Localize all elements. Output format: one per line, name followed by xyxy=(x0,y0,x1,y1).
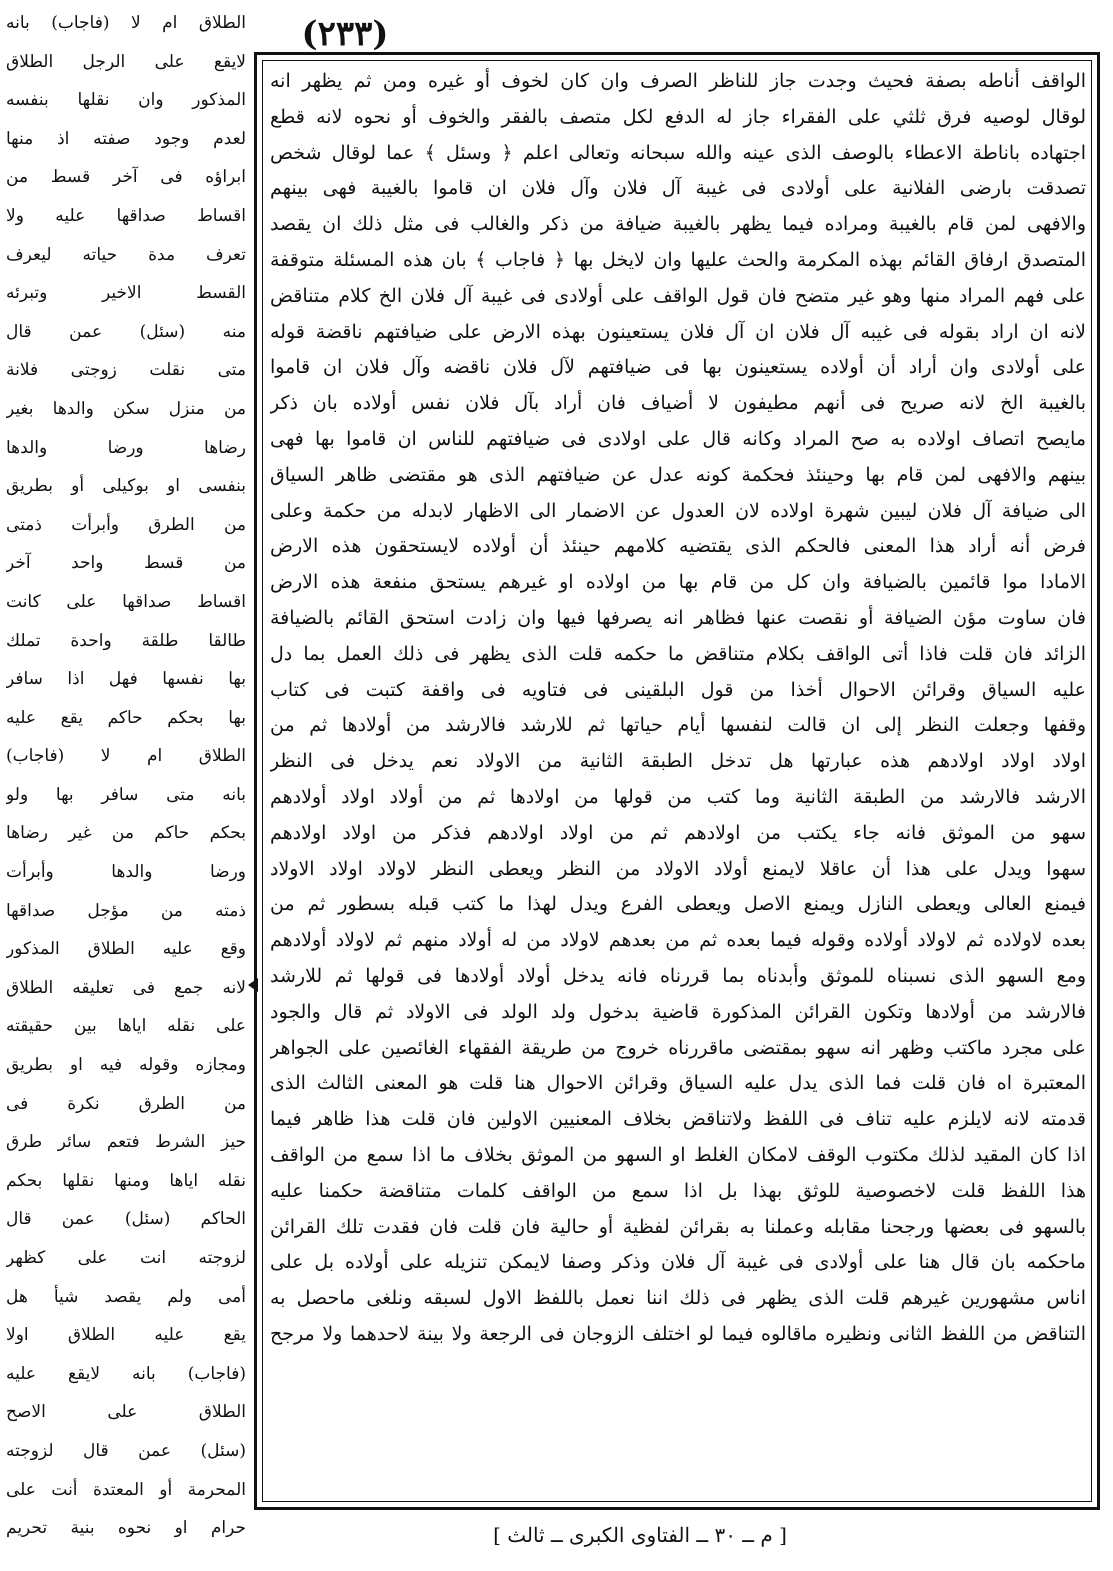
margin-line: رضاها ورضا والدها xyxy=(6,437,246,458)
main-line: اذا كان المقيد لذلك مكتوب الوقف لامكان الغلط او السهو من الموثق بخلاف ما اذا سمع من الواقف xyxy=(270,1143,1086,1166)
margin-line: ابراؤه فى آخر قسط من xyxy=(6,167,246,188)
main-line: بينهم والافهى لمن قام بها وحينئذ فحكمة كونه عدل عن ضيافتهم الذى هو مقتضى ظاهر السياق xyxy=(270,463,1086,486)
margin-line: اقساط صداقها على كانت xyxy=(6,591,246,612)
main-line: سهو من الموثق فانه جاء يكتب من اولادهم ثم من اولاد اولادهم فذكر من اولاد اولادهم xyxy=(270,821,1086,844)
main-line: على مجرد ماكتب وظهر انه سهو بمقتضى ماقررناه خروج من طريقة الفقهاء الغائصين على الجواهر xyxy=(270,1036,1086,1059)
main-line: الامادا موا قائمين بالضيافة وان كل من قام بها من اولاده او غيرهم يستحق منفعة هذه الارض xyxy=(270,571,1086,594)
main-line: مايصح اتصاف اولاده به صح المراد وكانه قال على اولادى فى ضيافتهم للناس ان قاموا بها فهى xyxy=(270,427,1086,450)
margin-line: من الطرق نكرة فى xyxy=(6,1093,246,1114)
margin-line: (فاجاب) بانه لايقع عليه xyxy=(6,1363,246,1384)
margin-line: من منزل سكن والدها بغير xyxy=(6,398,246,419)
margin-line: يقع عليه الطلاق اولا xyxy=(6,1325,246,1346)
margin-commentary xyxy=(6,4,246,1544)
main-line: والافهى لمن قام بالغيبة ومراده فيما يظهر بالغيبة ضيافة من ذكر والغالب فى مثل ذلك ان يقصد xyxy=(270,213,1086,236)
main-line: لوقال لوصيه فرق ثلثي على الفقراء جاز له الدفع لكل متصف بالفقر والخوف أو نحوه لانه قطع xyxy=(270,105,1086,128)
margin-line: بانه متى سافر بها ولو xyxy=(6,784,246,805)
main-line: ومع السهو الذى نسبناه للموثق وأبدناه بما قررناه فانه يدخل أولاد أولادها فى قولها ثم للارشد xyxy=(270,964,1086,987)
main-line: وقفها وجعلت النظر إلى ان قالت لنفسها أيام حياتها ثم للارشد فالارشد من أولادها ثم من xyxy=(270,714,1086,737)
main-line: قدمته لانه لايلزم عليه تناف فى اللفظ ولاتناقض بخلاف المعنيين الاولين فان قلت هذا ظاهر فيما xyxy=(270,1108,1086,1131)
main-line: بالغيبة الخ لانه صريح فى أنهم مطيفون لا أضياف فان أراد بآل فلان نفس أولاده بان ذكر xyxy=(270,392,1086,415)
margin-line: من الطرق وأبرأت ذمتى xyxy=(6,514,246,535)
margin-line: المذكور وان نقلها بنفسه xyxy=(6,90,246,111)
margin-line: نقله اياها ومنها نقلها بحكم xyxy=(6,1170,246,1191)
main-line: تصدقت بارضى الفلانية على أولادى فى غيبة آل فلان وآل فلان ان قاموا بالغيبة فهى بينهم xyxy=(270,177,1086,200)
margin-line: أمى ولم يقصد شيأ هل xyxy=(6,1286,246,1307)
margin-line: بها نفسها فهل اذا سافر xyxy=(6,669,246,690)
main-line: ماحكمه بان قال هنا على أولادى فى غيبة آل فلان وذكر وصفا لايمكن تنزيله على أولاده بل على xyxy=(270,1251,1086,1274)
main-line: اولاد اولاد اولادهم هذه عبارتها هل تدخل الطبقة الثانية من الاولاد نعم يدخل فى النظر xyxy=(270,750,1086,773)
margin-line: الطلاق على الاصح xyxy=(6,1402,246,1423)
margin-line: بها بحكم حاكم يقع عليه xyxy=(6,707,246,728)
main-text-block xyxy=(270,64,1086,1496)
margin-line: اقساط صداقها عليه ولا xyxy=(6,205,246,226)
margin-line: لزوجته انت على كظهر xyxy=(6,1248,246,1268)
margin-line: طالقا طلقة واحدة تملك xyxy=(6,630,246,651)
main-line: بالسهو فى بعضها ورجحنا مقابله وعملنا به بقرائن لفظية أو حالية فان قلت فان فقدت تلك القرائن xyxy=(270,1215,1086,1238)
margin-line: الطلاق ام لا (فاجاب) xyxy=(6,746,246,767)
main-line: فيمنع العالى ويعطى النازل ويمنع الاصل ويعطى الفرع ويدل لهذا ما كتب قبله بسطور ثم من xyxy=(270,893,1086,916)
margin-line: بنفسى او بوكيلى أو بطريق xyxy=(6,476,246,497)
main-line: الارشد فالارشد من الطبقة الثانية وما كتب من قولها من اولادها ثم من أولاد اولاد أولادهم xyxy=(270,785,1086,808)
margin-line: القسط الاخير وتبرئه xyxy=(6,283,246,304)
page-number: (٢٣٣) xyxy=(301,14,389,54)
main-line: هذا اللفظ قلت لاخصوصية للوثق بهذا بل اذا سمع من الواقف كلمات متناقضة حكمنا عليه xyxy=(270,1179,1086,1202)
main-line: اجتهاده باناطة الاعطاء بالوصف الذى عينه والله سبحانه وتعالى اعلم ﴿ وسئل ﴾ عما لوقال شخص xyxy=(270,141,1086,164)
margin-line: الطلاق ام لا (فاجاب) بانه xyxy=(6,13,246,33)
margin-line: حيز الشرط فتعم سائر طرق xyxy=(6,1132,246,1153)
main-line: لانه ان اراد بقوله فى غيبه آل فلان ان آل فلان يستعينون بهذه الارض على ضيافتهم ناقضة قوله xyxy=(270,320,1086,343)
main-line: الزائد فان قلت فاذا أتى الواقف بكلام متناقض ما حكمه قلت الذى يظهر فى ذلك العمل بما دل xyxy=(270,642,1086,665)
margin-line: متى نقلت زوجتى فلانة xyxy=(6,360,246,381)
page-footer: [ م ــ ٣٠ ــ الفتاوى الكبرى ــ ثالث ] xyxy=(493,1523,787,1547)
main-line: فرض أنه أراد هذا المعنى فالحكم الذى يقتضيه كلامهم حينئذ أن أولاده لايستحقون هذه الارض xyxy=(270,535,1086,558)
margin-line: (سئل) عمن قال لزوجته xyxy=(6,1440,246,1461)
margin-line: لايقع على الرجل الطلاق xyxy=(6,51,246,72)
margin-line: ذمته من مؤجل صداقها xyxy=(6,900,246,921)
main-line: الواقف أناطه بصفة فحيث وجدت جاز للناظر الصرف وان كان لخوف أو غيره ومن ثم يظهر انه xyxy=(270,70,1086,92)
margin-line: من قسط واحد آخر xyxy=(6,553,246,574)
margin-line: ومجازه وقوله فيه او بطريق xyxy=(6,1055,246,1076)
main-line: على فهم المراد منها وهو غير متضح فان قول الواقف على أولادى فى غيبة آل فلان الخ كلام متناقض xyxy=(270,284,1086,307)
main-line: اناس مشهورين غيرهم قلت الذى يظهر فى ذلك اننا نعمل باللفظ الاول لسبقه ونلغى ماحصل به xyxy=(270,1287,1086,1310)
main-line: سهوا ويدل على هذا أن عاقلا لايمنع أولاد الاولاد من النظر ويعطى النظر لاولاد اولاد الاولاد xyxy=(270,857,1086,880)
margin-line: منه (سئل) عمن قال xyxy=(6,321,246,342)
margin-line: المحرمة أو المعتدة أنت على xyxy=(6,1479,246,1500)
margin-line: تعرف مدة حياته ليعرف xyxy=(6,244,246,265)
main-line: بعده لاولاده ثم لاولاد أولاده وقوله فيما بعده ثم من بعدهم لاولاد من له أولاد منهم ثم لاولاد أولادهم xyxy=(270,929,1086,952)
margin-line: بحكم حاكم من غير رضاها xyxy=(6,823,246,844)
main-line: فالارشد من أولادها وتكون القرائن المذكورة قاضية بدخول ولد الولد فى الاولاد ثم قال والجود xyxy=(270,1000,1086,1023)
margin-line: ورضا والدها وأبرأت xyxy=(6,862,246,883)
main-line: عليه السياق وقرائن الاحوال أخذا من قول البلقينى فى فتاويه فى واقفة كتبت فى كتاب xyxy=(270,678,1086,701)
main-line: على أولادى وان أراد أن أولاده يستعينون بها فى ضيافتهم لآل فلان ناقضه وآل فلان ان قاموا xyxy=(270,356,1086,379)
main-line: المعتبرة اه فان قلت فما الذى يدل عليه السياق وقرائن الاحوال هنا قلت هو المعنى الثالث الذى xyxy=(270,1072,1086,1095)
margin-line: حرام او نحوه بنية تحريم xyxy=(6,1518,246,1539)
margin-line: لعدم وجود صفته اذ منها xyxy=(6,128,246,149)
margin-line: لانه جمع فى تعليقه الطلاق xyxy=(6,977,246,998)
margin-line: على نقله اياها بين حقيقته xyxy=(6,1016,246,1037)
main-line: المتصدق ارفاق القائم بهذه المكرمة والحث عليها وان لايخل بها ﴿ فاجاب ﴾ بان هذه المسئلة متوقفة xyxy=(270,248,1086,271)
margin-line: الحاكم (سئل) عمن قال xyxy=(6,1209,246,1230)
main-line: فان ساوت مؤن الضيافة أو نقصت عنها فظاهر انه يصرفها فيها وان زادت استحق القائم بالضيافة xyxy=(270,606,1086,629)
margin-line: وقع عليه الطلاق المذكور xyxy=(6,939,246,960)
main-line: الى ضيافة آل فلان ليبين شهرة اولاده لان العدول عن الاضمار الى الاظهار لابدله من حكمة وعلى xyxy=(270,499,1086,522)
main-line: التناقض من اللفظ الثانى ونظيره ماقالوه فيما لو اختلف الزوجان فى الرجعة ولا بينة لاحدهما ولا مرجح xyxy=(270,1322,1086,1345)
